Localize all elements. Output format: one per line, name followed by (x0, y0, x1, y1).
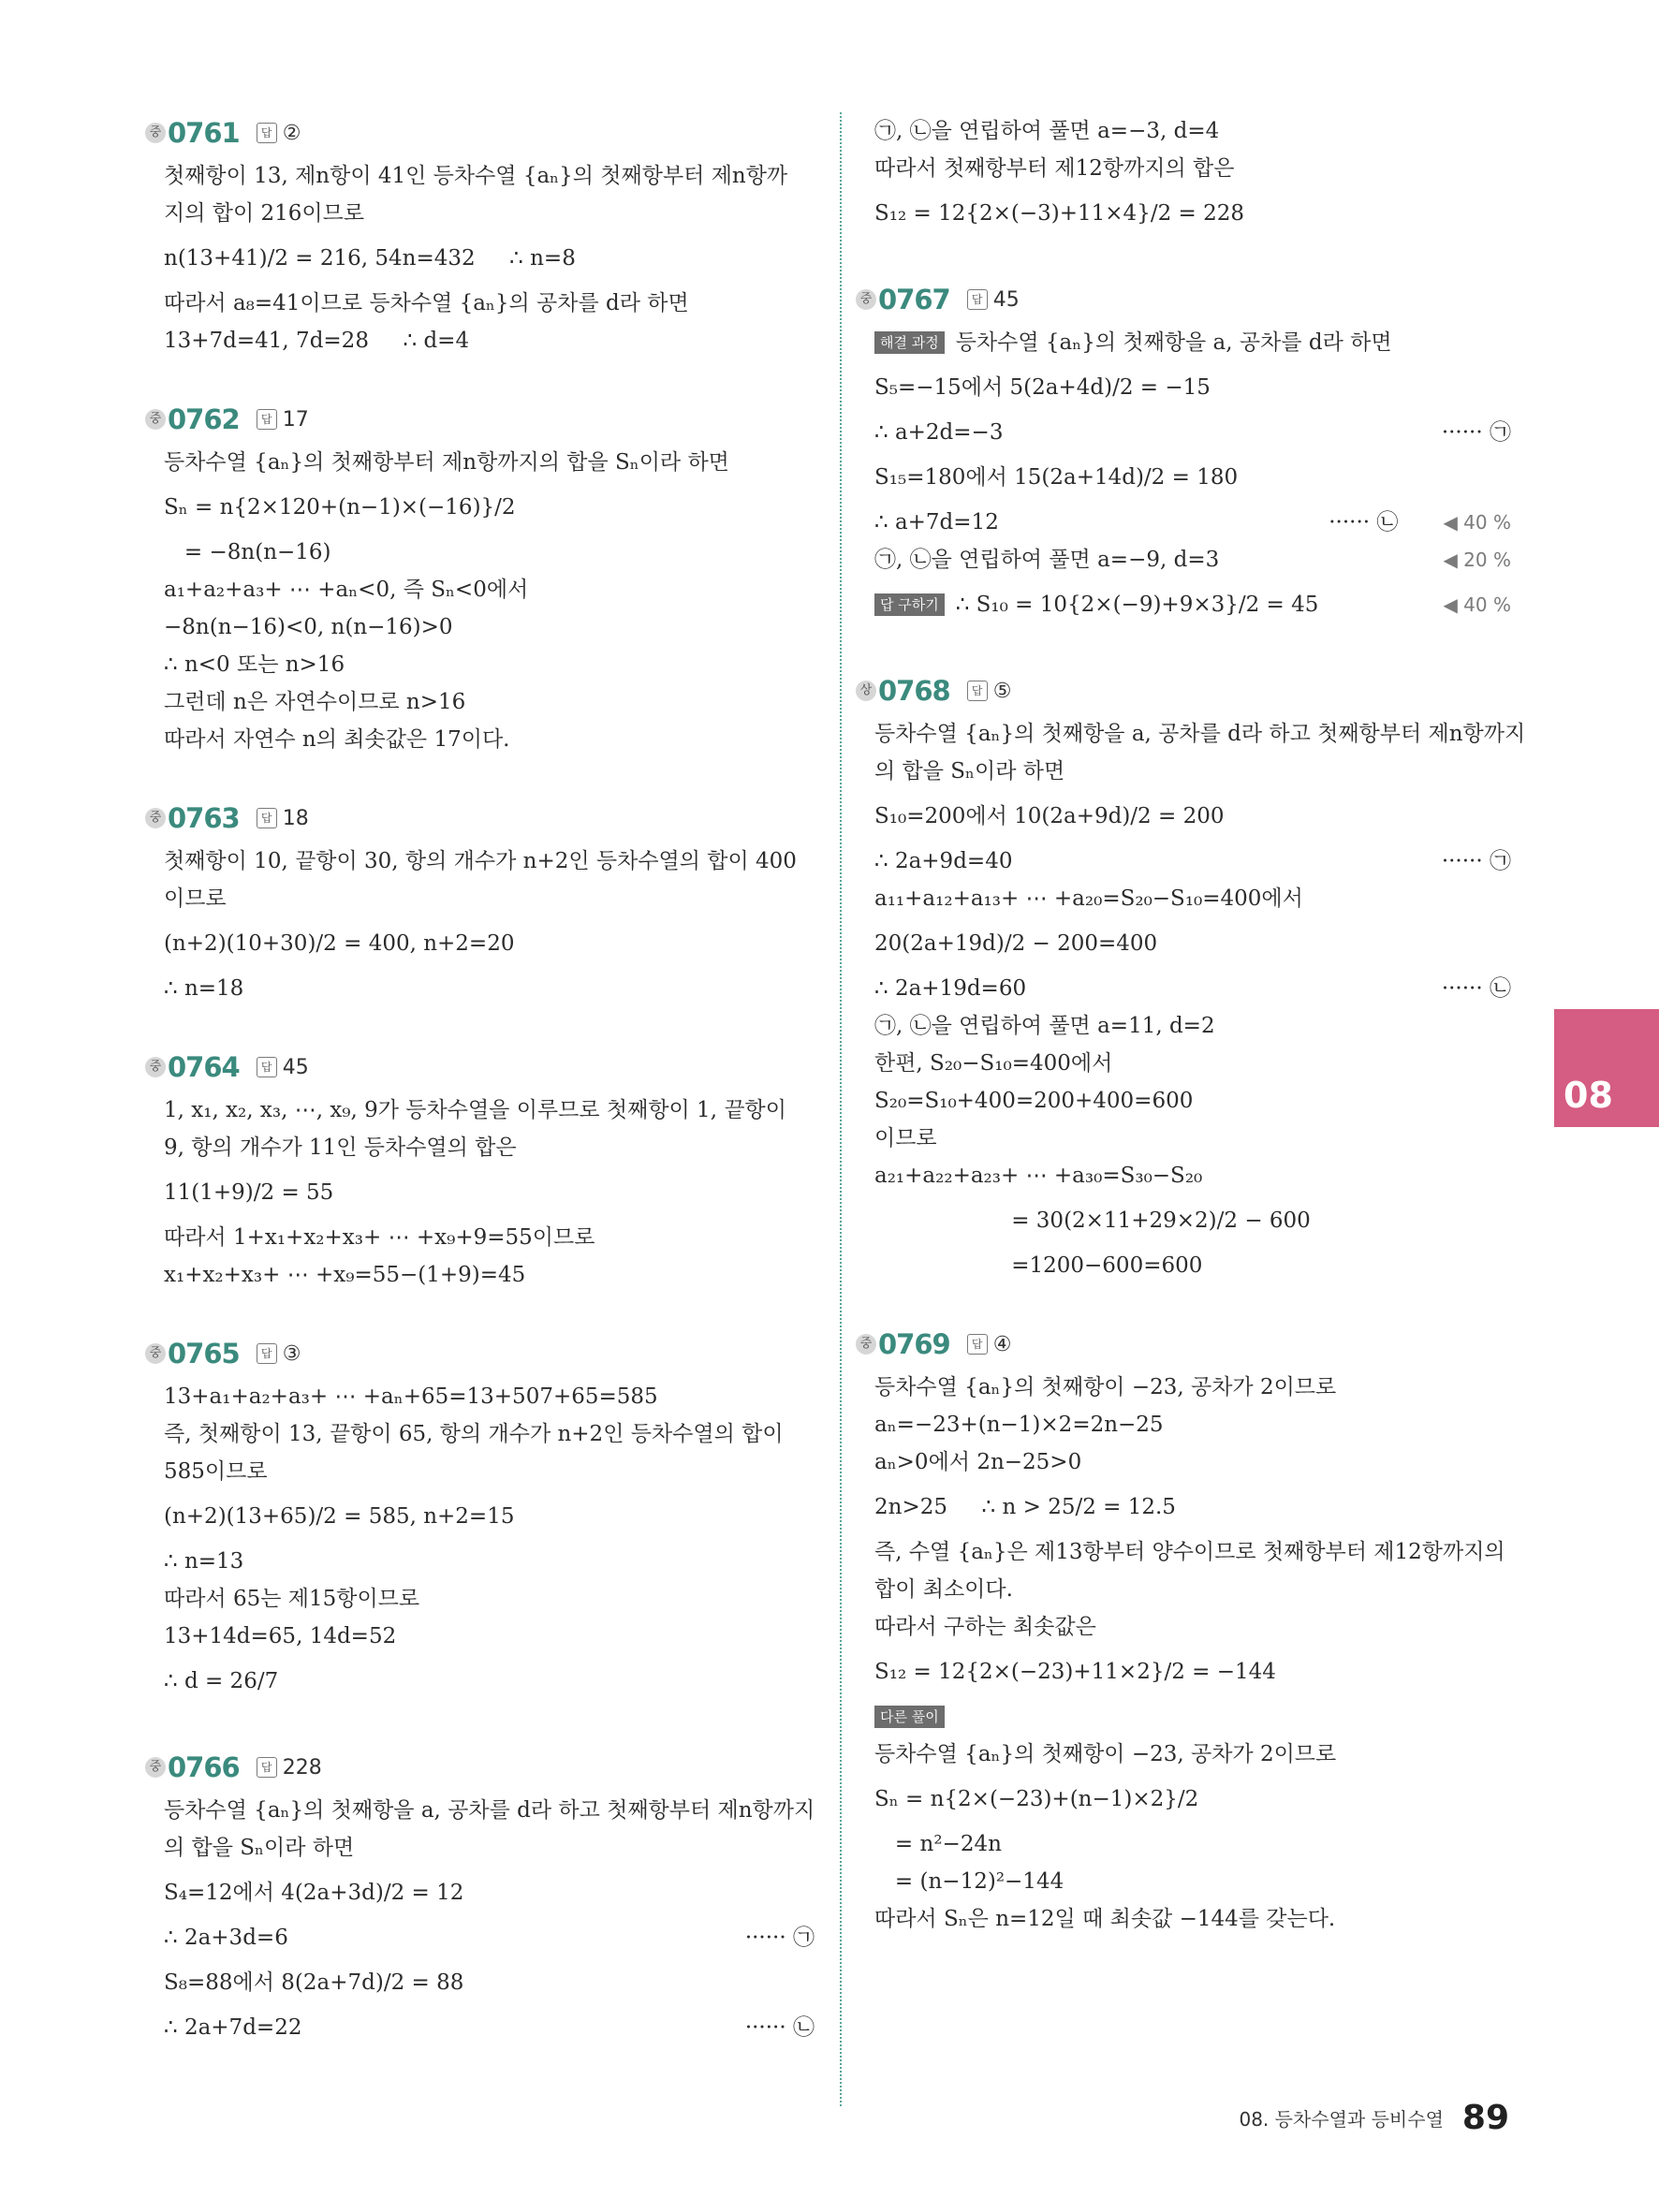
equation-marker: ······ ㉠ (1441, 420, 1511, 445)
solution-line (874, 1646, 1511, 1698)
solution-text: ∴ a+2d=−3 (874, 420, 1004, 445)
solution-text: ∴ n<0 또는 n>16 (164, 652, 345, 677)
solution-text: aₙ>0에서 2n−25>0 (874, 1450, 1082, 1474)
solution-text: =1200−600=600 (874, 1253, 1203, 1278)
solution-line (164, 646, 815, 683)
problem-number: 0763 (168, 802, 240, 834)
solution-text: 등차수열 {aₙ}의 첫째항부터 제n항까지의 합을 Sₙ이라 하면 (164, 450, 729, 475)
solution-text: 9, 항의 개수가 11인 등차수열의 합은 (164, 1135, 517, 1160)
solution-line (874, 1863, 1511, 1900)
line-annotations (1442, 970, 1511, 1007)
solution-text: 지의 합이 216이므로 (164, 201, 365, 226)
problem-block (874, 112, 1511, 240)
solution-text: x₁+x₂+x₃+ ⋯ +x₉=55−(1+9)=45 (164, 1263, 526, 1287)
solution-text: 그런데 n은 자연수이므로 n>16 (164, 690, 466, 714)
problem-header (856, 1324, 1511, 1365)
problem-header (856, 670, 1511, 711)
line-annotations (1442, 414, 1511, 451)
solution-line (164, 571, 815, 608)
difficulty-badge: 중 (145, 808, 166, 828)
solution-text: 1, x₁, x₂, x₃, ⋯, x₉, 9가 등차수열을 이루므로 첫째항이 1, 끝항이 (164, 1098, 786, 1122)
solution-line (874, 187, 1511, 240)
solution-text: 이므로 (164, 886, 227, 911)
solution-line (164, 285, 815, 322)
solution-text: S₄=12에서 4(2a+3d)/2 = 12 (164, 1881, 464, 1905)
solution-line (874, 1007, 1511, 1045)
difficulty-badge: 중 (145, 1757, 166, 1778)
solution-line (164, 534, 815, 571)
problem-block (859, 670, 1526, 1284)
solution-text: 즉, 수열 {aₙ}은 제13항부터 양수이므로 첫째항부터 제12항까지의 (874, 1540, 1505, 1564)
line-annotations (1329, 504, 1511, 541)
solution-line (874, 1443, 1511, 1481)
difficulty-badge: 중 (145, 1057, 166, 1077)
problem-block (149, 798, 815, 1007)
solution-line (164, 970, 815, 1007)
right-column (859, 112, 1526, 1977)
solution-text: 이므로 (874, 1126, 937, 1150)
score-percent: ◀ 20 % (1443, 549, 1511, 571)
solution-line (164, 1415, 815, 1453)
solution-line (874, 324, 1511, 361)
problem-block (149, 112, 815, 359)
solution-line (164, 232, 815, 285)
answer-label-box: 답 (967, 1334, 988, 1355)
solution-text: ∴ 2a+3d=6 (164, 1926, 288, 1950)
answer-label-box: 답 (257, 1757, 277, 1778)
solution-line (164, 481, 815, 534)
answer-value: 45 (992, 287, 1020, 312)
answer-label-box: 답 (257, 808, 277, 828)
solution-text: 13+14d=65, 14d=52 (164, 1624, 397, 1648)
line-annotations (745, 1919, 815, 1956)
problem-number: 0761 (168, 117, 240, 149)
solution-text: 13+a₁+a₂+a₃+ ⋯ +aₙ+65=13+507+65=585 (164, 1384, 658, 1409)
solution-text: 585이므로 (164, 1459, 268, 1484)
solution-line (164, 444, 815, 481)
answer-label-box: 답 (257, 409, 277, 430)
solution-text: 첫째항이 13, 제n항이 41인 등차수열 {aₙ}의 첫째항부터 제n항까 (164, 164, 788, 188)
solution-text: a₁+a₂+a₃+ ⋯ +aₙ<0, 즉 Sₙ<0에서 (164, 578, 529, 602)
equation-marker: ······ ㉠ (1441, 849, 1511, 873)
line-annotations (1398, 592, 1511, 618)
solution-line (164, 880, 815, 917)
column-divider (840, 112, 842, 2106)
solution-text: S₁₂ = 12{2×(−23)+11×2}/2 = −144 (874, 1660, 1276, 1684)
solution-text: a₂₁+a₂₂+a₂₃+ ⋯ +a₃₀=S₃₀−S₂₀ (874, 1164, 1203, 1188)
solution-text: 등차수열 {aₙ}의 첫째항이 −23, 공차가 2이므로 (874, 1375, 1337, 1399)
problem-number: 0764 (168, 1051, 240, 1083)
solution-text: 따라서 65는 제15항이므로 (164, 1587, 420, 1611)
line-annotations (1398, 541, 1511, 579)
solution-text: 따라서 자연수 n의 최솟값은 17이다. (164, 727, 510, 752)
solution-line (874, 1698, 1511, 1736)
solution-text: 한편, S₂₀−S₁₀=400에서 (874, 1051, 1113, 1076)
solution-line (874, 361, 1511, 414)
solution-line (164, 1867, 815, 1919)
page-footer (1239, 2099, 1509, 2137)
equation-marker: ······ ㉡ (1441, 976, 1511, 1001)
solution-text: a₁₁+a₁₂+a₁₃+ ⋯ +a₂₀=S₂₀−S₁₀=400에서 (874, 886, 1303, 911)
solution-text: n(13+41)/2 = 216, 54n=432 ∴ n=8 (164, 246, 576, 271)
solution-line (164, 1580, 815, 1618)
equation-marker: ······ ㉡ (1329, 510, 1399, 535)
solution-text: 11(1+9)/2 = 55 (164, 1180, 334, 1205)
problem-number: 0762 (168, 403, 240, 435)
difficulty-badge: 중 (145, 1343, 166, 1364)
answer-label-box: 답 (967, 681, 988, 701)
line-annotations (745, 2009, 815, 2046)
solution-text: 따라서 a₈=41이므로 등차수열 {aₙ}의 공차를 d라 하면 (164, 291, 689, 315)
solution-line (164, 1919, 815, 1956)
solution-line (874, 715, 1526, 753)
solution-line (874, 1481, 1511, 1533)
page-number: 89 (1461, 2099, 1509, 2137)
solution-line (874, 917, 1511, 970)
solution-line (874, 1194, 1511, 1247)
solution-text: 등차수열 {aₙ}의 첫째항이 −23, 공차가 2이므로 (874, 1742, 1337, 1766)
solution-text: = n²−24n (874, 1832, 1002, 1856)
problem-block (149, 1747, 815, 2046)
solution-line (164, 1490, 815, 1543)
solution-line (164, 2009, 815, 2046)
solution-text: 따라서 구하는 최솟값은 (874, 1615, 1096, 1639)
problem-number: 0766 (168, 1751, 240, 1783)
answer-value: ④ (992, 1332, 1012, 1356)
problem-number: 0768 (878, 675, 950, 707)
solution-line (164, 1655, 815, 1707)
solution-line (164, 1829, 815, 1867)
answer-value: ③ (282, 1341, 301, 1366)
answer-label-box: 답 (257, 1343, 277, 1364)
solution-line (164, 1543, 815, 1580)
answer-label-box: 답 (967, 289, 988, 310)
chapter-tab-label: 08 (1564, 1075, 1613, 1116)
problem-header (145, 399, 815, 440)
chapter-tab[interactable] (1554, 1009, 1659, 1127)
solution-line (874, 112, 1511, 150)
solution-text: ∴ 2a+19d=60 (874, 976, 1027, 1001)
line-annotations (1442, 842, 1511, 880)
solution-text: 2n>25 ∴ n > 25/2 = 12.5 (874, 1495, 1176, 1519)
solution-line (874, 414, 1511, 451)
solution-line (164, 1091, 815, 1129)
solution-line (874, 1736, 1511, 1773)
solution-line (164, 1256, 815, 1294)
problem-number: 0769 (878, 1328, 950, 1360)
solution-line (164, 1378, 815, 1415)
solution-line (874, 1773, 1511, 1825)
difficulty-badge: 중 (145, 123, 166, 143)
solution-text: S₁₀=200에서 10(2a+9d)/2 = 200 (874, 804, 1225, 828)
difficulty-badge: 중 (856, 1334, 876, 1355)
solution-text: ∴ 2a+9d=40 (874, 849, 1013, 873)
solution-line (164, 195, 815, 232)
solution-line (874, 1825, 1511, 1863)
difficulty-badge: 중 (856, 289, 876, 310)
solution-text: 20(2a+19d)/2 − 200=400 (874, 931, 1158, 956)
solution-text: = (n−12)²−144 (874, 1869, 1064, 1894)
solution-line (164, 1166, 815, 1219)
problem-header (145, 1747, 815, 1788)
solution-text: aₙ=−23+(n−1)×2=2n−25 (874, 1413, 1164, 1437)
solution-text: 등차수열 {aₙ}의 첫째항을 a, 공차를 d라 하고 첫째항부터 제n항까지 (874, 722, 1526, 746)
solution-text: = 30(2×11+29×2)/2 − 600 (874, 1209, 1311, 1233)
solution-line (164, 608, 815, 646)
difficulty-badge: 중 (145, 409, 166, 430)
solution-text: ∴ S₁₀ = 10{2×(−9)+9×3}/2 = 45 (955, 593, 1319, 617)
problem-block (149, 1047, 815, 1294)
step-tag: 다른 풀이 (874, 1706, 945, 1728)
solution-line (164, 721, 815, 758)
solution-text: ∴ d = 26/7 (164, 1669, 279, 1693)
solution-line (164, 1219, 815, 1256)
solution-line (164, 1792, 815, 1829)
solution-text: = −8n(n−16) (164, 540, 331, 564)
solution-text: 의 합을 Sₙ이라 하면 (164, 1836, 355, 1860)
solution-line (874, 790, 1511, 842)
solution-line (874, 541, 1511, 579)
solution-text: 등차수열 {aₙ}의 첫째항을 a, 공차를 d라 하면 (955, 330, 1392, 355)
solution-line (874, 579, 1511, 631)
solution-text: ㉠, ㉡을 연립하여 풀면 a=11, d=2 (874, 1014, 1215, 1038)
solution-text: ∴ a+7d=12 (874, 510, 999, 535)
solution-text: S₈=88에서 8(2a+7d)/2 = 88 (164, 1970, 464, 1995)
solution-text: 첫째항이 10, 끝항이 30, 항의 개수가 n+2인 등차수열의 합이 400 (164, 849, 797, 873)
solution-text: 따라서 1+x₁+x₂+x₃+ ⋯ +x₉+9=55이므로 (164, 1225, 595, 1250)
answer-value: ② (282, 121, 301, 145)
score-percent: ◀ 40 % (1443, 511, 1511, 534)
answer-value: 45 (282, 1055, 309, 1079)
solution-line (874, 1247, 1511, 1284)
solution-text: S₁₂ = 12{2×(−3)+11×4}/2 = 228 (874, 201, 1244, 226)
solution-line (874, 504, 1511, 541)
solution-line (164, 1129, 815, 1166)
solution-line (874, 1045, 1511, 1082)
solution-line (874, 1369, 1511, 1406)
problem-header (145, 112, 815, 154)
answer-value: 18 (282, 806, 309, 830)
solution-line (164, 917, 815, 970)
step-tag: 해결 과정 (874, 331, 945, 354)
score-percent: ◀ 40 % (1443, 593, 1511, 616)
solution-text: 즉, 첫째항이 13, 끝항이 65, 항의 개수가 n+2인 등차수열의 합이 (164, 1422, 784, 1446)
solution-line (874, 1533, 1511, 1571)
solution-text: 따라서 Sₙ은 n=12일 때 최솟값 −144를 갖는다. (874, 1907, 1336, 1931)
solution-text: 의 합을 Sₙ이라 하면 (874, 759, 1065, 784)
solution-line (874, 1900, 1511, 1938)
problem-number: 0767 (878, 284, 950, 315)
left-column (149, 112, 815, 2086)
solution-text: ∴ 2a+7d=22 (164, 2015, 302, 2040)
solution-line (874, 451, 1511, 504)
solution-line (874, 1571, 1511, 1608)
solution-line (874, 1406, 1511, 1443)
solution-line (874, 880, 1511, 917)
answer-value: 17 (282, 407, 309, 432)
solution-text: Sₙ = n{2×(−23)+(n−1)×2}/2 (874, 1787, 1199, 1811)
problem-header (145, 1047, 815, 1088)
problem-header (145, 798, 815, 839)
solution-text: S₁₅=180에서 15(2a+14d)/2 = 180 (874, 465, 1239, 490)
solution-line (164, 683, 815, 721)
solution-line (874, 1082, 1511, 1120)
problem-block (859, 279, 1511, 631)
step-tag: 답 구하기 (874, 593, 945, 616)
equation-marker: ······ ㉡ (744, 2015, 815, 2040)
difficulty-badge: 상 (856, 681, 876, 701)
solution-text: (n+2)(13+65)/2 = 585, n+2=15 (164, 1504, 515, 1529)
solution-text: ㉠, ㉡을 연립하여 풀면 a=−3, d=4 (874, 119, 1220, 143)
solution-line (164, 322, 815, 359)
solution-text: Sₙ = n{2×120+(n−1)×(−16)}/2 (164, 495, 516, 520)
problem-block (859, 1324, 1511, 1938)
solution-line (874, 753, 1511, 790)
solution-text: ∴ n=18 (164, 976, 244, 1001)
solution-line (874, 150, 1511, 187)
answer-label-box: 답 (257, 1057, 277, 1077)
equation-marker: ······ ㉠ (744, 1926, 815, 1950)
answer-value: ⑤ (992, 679, 1012, 703)
solution-line (164, 842, 815, 880)
problem-block (149, 399, 815, 758)
solution-text: 따라서 첫째항부터 제12항까지의 합은 (874, 156, 1235, 181)
solution-line (874, 1120, 1511, 1157)
solution-text: S₅=−15에서 5(2a+4d)/2 = −15 (874, 375, 1211, 400)
solution-text: ㉠, ㉡을 연립하여 풀면 a=−9, d=3 (874, 548, 1220, 572)
solution-line (874, 970, 1511, 1007)
solution-text: 등차수열 {aₙ}의 첫째항을 a, 공차를 d라 하고 첫째항부터 제n항까지 (164, 1798, 815, 1823)
solution-text: 합이 최소이다. (874, 1577, 1013, 1602)
problem-block (149, 1333, 815, 1707)
solution-line (874, 842, 1511, 880)
solution-text: −8n(n−16)<0, n(n−16)>0 (164, 615, 453, 639)
solution-line (874, 1608, 1511, 1646)
problem-header (856, 279, 1511, 320)
footer-chapter-title: 08. 등차수열과 등비수열 (1239, 2108, 1444, 2131)
solution-text: ∴ n=13 (164, 1549, 244, 1574)
problem-number: 0765 (168, 1338, 240, 1370)
answer-label-box: 답 (257, 123, 277, 143)
solution-line (164, 157, 815, 195)
solution-text: (n+2)(10+30)/2 = 400, n+2=20 (164, 931, 515, 956)
solution-text: 13+7d=41, 7d=28 ∴ d=4 (164, 329, 470, 353)
answer-value: 228 (282, 1755, 322, 1780)
solution-line (164, 1453, 815, 1490)
solution-line (164, 1956, 815, 2009)
solution-line (874, 1157, 1511, 1194)
solution-line (164, 1618, 815, 1655)
problem-header (145, 1333, 815, 1374)
solution-text: S₂₀=S₁₀+400=200+400=600 (874, 1089, 1194, 1113)
